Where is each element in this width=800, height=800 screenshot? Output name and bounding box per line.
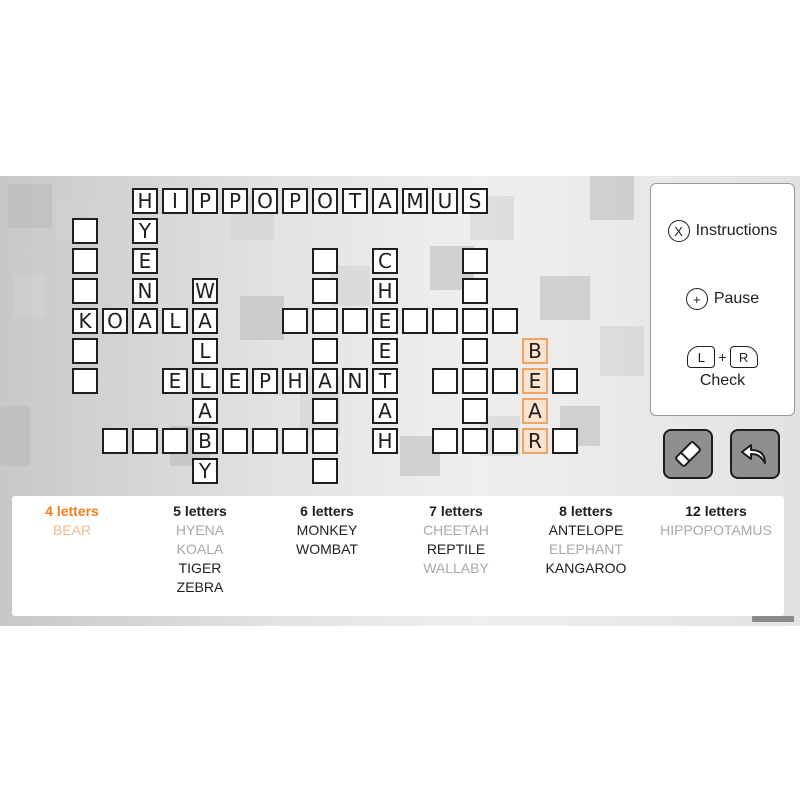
grid-cell[interactable] [282,308,308,334]
grid-cell[interactable] [432,368,458,394]
grid-cell[interactable] [492,368,518,394]
word-column [140,502,260,597]
background-square [8,184,52,228]
grid-cell[interactable]: E [222,368,248,394]
word-list-item: MONKEY [296,522,358,538]
background-square [90,456,130,496]
grid-cell[interactable]: W [192,278,218,304]
grid-cell[interactable]: H [282,368,308,394]
word-list-panel [12,496,784,616]
grid-cell[interactable] [312,248,338,274]
word-list-item: ANTELOPE [548,522,624,538]
background-square [590,176,634,220]
grid-cell[interactable] [222,428,248,454]
grid-cell[interactable] [462,338,488,364]
grid-cell[interactable]: L [192,338,218,364]
grid-cell[interactable]: L [162,308,188,334]
grid-cell[interactable]: H [372,278,398,304]
grid-cell[interactable] [492,308,518,334]
grid-cell[interactable]: N [342,368,368,394]
grid-cell[interactable] [72,338,98,364]
word-column-header: 8 letters [559,503,613,519]
grid-cell[interactable]: A [192,308,218,334]
word-column [526,502,646,578]
word-column-header: 7 letters [429,503,483,519]
game-screen [0,176,800,626]
grid-cell[interactable]: C [372,248,398,274]
grid-cell[interactable] [552,368,578,394]
grid-cell[interactable]: P [282,188,308,214]
background-square [0,406,30,466]
check-label: Check [699,372,746,389]
grid-cell[interactable]: P [192,188,218,214]
grid-cell[interactable] [462,248,488,274]
grid-cell[interactable] [312,308,338,334]
grid-cell[interactable] [312,428,338,454]
grid-cell[interactable] [102,428,128,454]
grid-cell[interactable] [342,308,368,334]
pause-control[interactable] [651,288,794,310]
word-column [396,502,516,578]
grid-cell[interactable]: A [132,308,158,334]
undo-icon [738,437,772,471]
grid-cell[interactable] [72,278,98,304]
undo-button[interactable] [730,429,780,479]
word-column [267,502,387,559]
word-list-item: WALLABY [423,560,489,576]
grid-cell[interactable] [282,428,308,454]
grid-cell[interactable] [312,398,338,424]
grid-cell[interactable]: O [312,188,338,214]
grid-cell[interactable]: E [372,338,398,364]
word-list-item: ZEBRA [176,579,224,595]
background-square [14,276,44,316]
x-button-icon: X [668,220,690,242]
grid-cell[interactable]: E [372,308,398,334]
grid-cell[interactable] [462,398,488,424]
grid-cell[interactable] [162,428,188,454]
eraser-button[interactable] [663,429,713,479]
word-column-header: 6 letters [300,503,354,519]
grid-cell[interactable] [72,368,98,394]
grid-cell[interactable]: Y [192,458,218,484]
word-column [12,502,132,540]
grid-cell-selected[interactable]: R [522,428,548,454]
publisher-logo [752,616,794,622]
background-square [600,326,644,376]
grid-cell[interactable] [432,308,458,334]
grid-cell[interactable] [432,428,458,454]
word-list-item: KANGAROO [545,560,627,576]
word-list-item: ELEPHANT [549,541,623,557]
grid-cell[interactable]: P [222,188,248,214]
check-joiner: + [718,349,727,365]
pause-label: Pause [713,290,760,307]
grid-cell[interactable]: T [342,188,368,214]
grid-cell[interactable]: E [162,368,188,394]
l-button-icon: L [687,346,715,368]
word-list-item: KOALA [176,541,224,557]
grid-cell[interactable]: H [372,428,398,454]
instructions-control[interactable] [651,220,794,242]
grid-cell[interactable]: K [72,308,98,334]
grid-cell[interactable]: Y [132,218,158,244]
grid-cell[interactable]: O [252,188,278,214]
grid-cell-selected[interactable]: A [522,398,548,424]
grid-cell[interactable] [462,308,488,334]
shoulder-buttons-icon [687,346,757,368]
controls-panel [650,183,795,416]
grid-cell[interactable]: L [192,368,218,394]
grid-cell[interactable] [252,428,278,454]
grid-cell[interactable] [312,458,338,484]
grid-cell[interactable] [552,428,578,454]
grid-cell[interactable] [462,428,488,454]
word-list-item: HYENA [175,522,225,538]
grid-cell[interactable]: B [192,428,218,454]
word-list-item: CHEETAH [423,522,489,538]
eraser-icon [671,437,705,471]
grid-cell[interactable] [402,308,428,334]
grid-cell[interactable]: A [312,368,338,394]
r-button-icon: R [730,346,758,368]
grid-cell[interactable]: P [252,368,278,394]
word-list-item: WOMBAT [296,541,358,557]
grid-cell[interactable]: A [192,398,218,424]
grid-cell[interactable]: I [162,188,188,214]
grid-cell[interactable]: A [372,398,398,424]
grid-cell[interactable]: N [132,278,158,304]
word-column-header: 12 letters [685,503,747,519]
grid-cell[interactable] [72,218,98,244]
grid-cell[interactable]: T [372,368,398,394]
grid-cell[interactable]: U [432,188,458,214]
plus-button-icon: + [686,288,708,310]
background-square [540,276,590,320]
grid-cell[interactable]: O [102,308,128,334]
grid-cell[interactable]: S [462,188,488,214]
background-square [240,296,284,340]
word-list-item: BEAR [52,522,92,538]
grid-cell[interactable]: A [372,188,398,214]
word-list-item: HIPPOPOTAMUS [660,522,772,538]
grid-cell[interactable] [72,248,98,274]
word-list-item: TIGER [178,560,222,576]
grid-cell[interactable]: M [402,188,428,214]
grid-cell-selected[interactable]: B [522,338,548,364]
grid-cell[interactable] [312,338,338,364]
word-column-header: 5 letters [173,503,227,519]
check-control[interactable] [651,346,794,390]
grid-cell[interactable] [462,368,488,394]
instructions-label: Instructions [695,222,778,239]
grid-cell[interactable] [132,428,158,454]
grid-cell[interactable]: E [132,248,158,274]
grid-cell-selected[interactable]: E [522,368,548,394]
grid-cell[interactable] [492,428,518,454]
word-list-item: REPTILE [426,541,486,557]
word-column-header: 4 letters [45,503,99,519]
grid-cell[interactable]: H [132,188,158,214]
grid-cell[interactable] [462,278,488,304]
grid-cell[interactable] [312,278,338,304]
word-column [656,502,776,540]
